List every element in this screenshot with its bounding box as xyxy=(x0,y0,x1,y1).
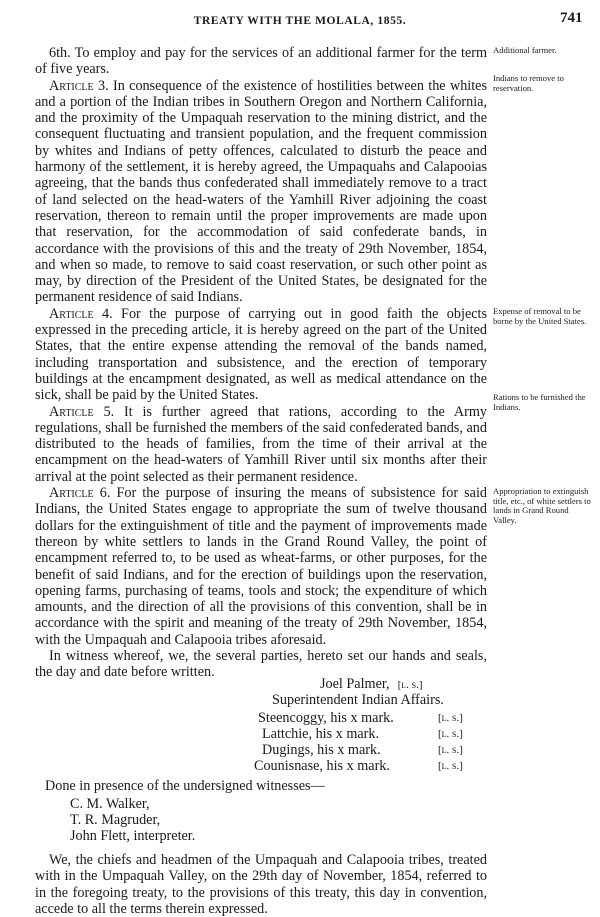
mark-name: Steencoggy, his x mark. xyxy=(258,710,394,726)
mark-name: Lattchie, his x mark. xyxy=(262,726,380,742)
witness-name: T. R. Magruder, xyxy=(70,812,161,828)
paragraph-witness: In witness whereof, we, the several parties, hereto set our hands and seals, the day and date before written. xyxy=(35,647,487,681)
signature-palmer xyxy=(320,676,423,693)
article-5-label: Article 5. xyxy=(49,403,115,420)
signature-mark-row xyxy=(262,726,379,742)
paragraph-article-4 xyxy=(35,306,487,404)
closing-text: We, the chiefs and headmen of the Umpaquah and Calapooia tribes, treated with in the Umpaquah Valley, on the 29th day of November, 1854, referred to in the foregoing treaty, to the provisions of this treaty, this day in convention, accede to all the terms therein expressed. xyxy=(35,852,487,917)
article-3-label: Article 3. xyxy=(49,77,109,94)
page-number: 741 xyxy=(560,10,583,26)
paragraph-sixth: 6th. To employ and pay for the services of an additional farmer for the term of five years. xyxy=(35,45,487,78)
mark-seal: [l. s.] xyxy=(438,728,463,740)
signature-mark-row xyxy=(254,758,390,774)
mark-name: Dugings, his x mark. xyxy=(262,742,381,758)
seal-label: [l. s.] xyxy=(397,679,423,691)
mark-seal: [l. s.] xyxy=(438,712,463,724)
margin-note-additional-farmer: Additional farmer. xyxy=(493,45,557,55)
paragraph-article-6 xyxy=(35,485,487,648)
signature-mark-row xyxy=(262,742,381,758)
paragraph-article-5 xyxy=(35,404,487,485)
article-6-label: Article 6. xyxy=(49,485,111,502)
palmer-title: Superintendent Indian Affairs. xyxy=(272,692,444,708)
margin-note-expense-removal: Expense of removal to be borne by the United States. xyxy=(493,306,587,326)
article-5-text: It is further agreed that rations, according to the Army regulations, shall be furnished the members of the said confederated bands, and distributed to the heads of families, from the time of their arrival at the encampment on the head-waters of Yamhill River until six months after their arrival at the point selected as their permanent residence. xyxy=(35,403,488,485)
treaty-body xyxy=(35,45,487,681)
margin-note-rations: Rations to be furnished the Indians. xyxy=(493,392,586,412)
mark-seal: [l. s.] xyxy=(438,744,463,756)
witness-name: John Flett, interpreter. xyxy=(70,828,196,844)
palmer-name: Joel Palmer, xyxy=(320,676,390,692)
mark-seal: [l. s.] xyxy=(438,760,463,772)
witness-name: C. M. Walker, xyxy=(70,796,150,812)
closing-paragraph xyxy=(35,852,487,917)
article-4-text: For the purpose of carrying out in good faith the objects expressed in the preceding article, it is hereby agreed on the part of the United States, that the entire expense attending the removal of the bands named, including transportation and subsistence, and the erection of temporary buildings at the encampment designated, as well as medical attendance on the sick, shall be paid by the United States. xyxy=(35,305,487,404)
mark-name: Counisnase, his x mark. xyxy=(254,758,390,774)
article-3-text: In consequence of the existence of hostilities between the whites and a portion of the Indian tribes in Southern Oregon and Northern California, and the proximity of the Umpaquah reservation to the mining district, and the consequent fluctuating and transient population, and the frequent commission by whites and Indians of petty offences, calculated to disturb the peace and harmony of the settlement, it is hereby agreed, the Umpaquahs and Calapooias agreeing, that the bands thus confederated shall immediately remove to a tract of land selected on the head-waters of the Yamhill River adjoining the coast reservation, thereon to remain until the proper improvements are made upon that reservation, for the accommodation of said confederate bands, in accordance with the provisions of this and the treaty of 29th November, 1854, and when so made, to remove to said coast reservation, or such other point as may, by direction of the President of the United States, be designated for the permanent residence of said Indians. xyxy=(35,77,487,306)
running-header: TREATY WITH THE MOLALA, 1855. xyxy=(193,15,407,27)
margin-note-appropriation: Appropriation to extinguish title, etc., of white settlers to lands in Grand Round Valley. xyxy=(493,486,591,525)
article-4-label: Article 4. xyxy=(49,305,113,322)
witness-intro: Done in presence of the undersigned witnesses— xyxy=(45,778,325,794)
article-6-text: For the purpose of insuring the means of subsistence for said Indians, the United States engage to appropriate the sum of twelve thousand dollars for the extinguishment of title and the payment of improvements made thereon by white settlers to lands in the Grand Round Valley, the point of encampment referred to, to be used as wheat-farms, or other purposes, for the benefit of said Indians, and for the erection of buildings upon the reservation, opening farms, purchasing of teams, tools and stock; the expenditure of which amounts, and the direction of all the provisions of this convention, shall be in accordance with the spirit and meaning of the treaty of 29th November, 1854, with the Umpaquah and Calapooia tribes aforesaid. xyxy=(35,485,487,648)
paragraph-article-3 xyxy=(35,78,487,306)
signature-mark-row xyxy=(258,710,394,726)
margin-note-remove-reservation: Indians to remove to reservation. xyxy=(493,73,564,93)
